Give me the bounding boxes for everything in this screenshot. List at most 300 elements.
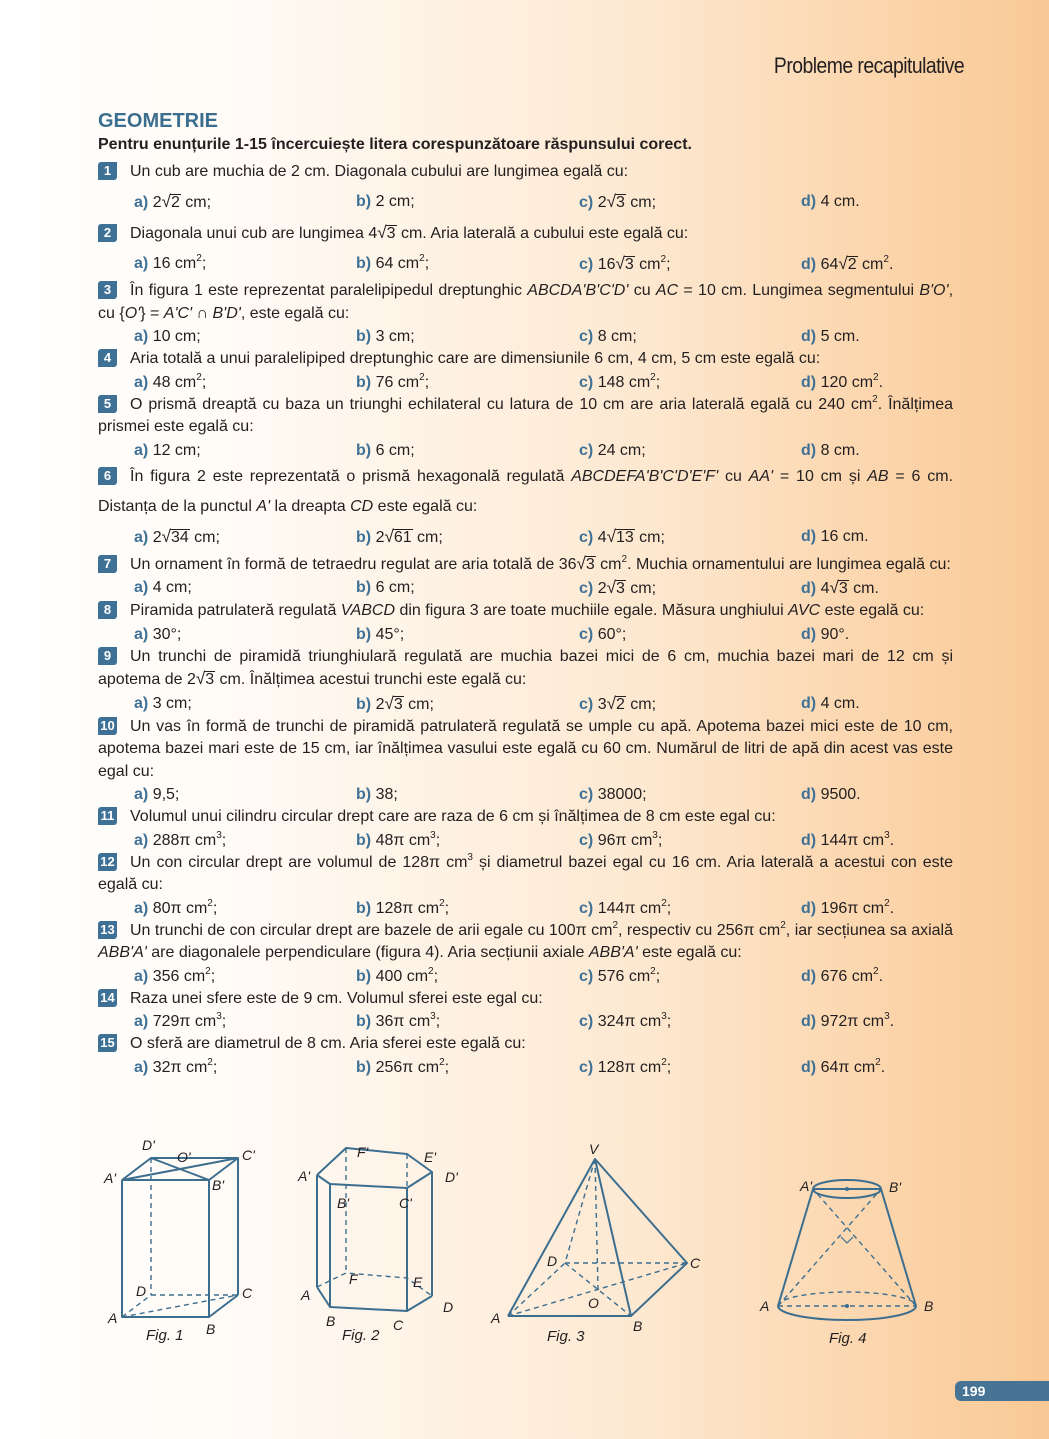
option-text: 356 $cm^2$; — [152, 965, 216, 985]
answer-option-a[interactable] — [134, 1010, 356, 1033]
option-text: 4√3 cm. — [820, 578, 879, 597]
radicand: 61 — [393, 528, 412, 546]
option-letter[interactable]: c) — [579, 695, 594, 713]
exponent: 3 — [652, 829, 658, 841]
option-letter[interactable]: a) — [134, 328, 149, 345]
option-letter[interactable]: a) — [134, 441, 149, 459]
answer-option-a[interactable] — [134, 692, 356, 716]
point-label: C' — [399, 1195, 412, 1211]
point-label: B' — [889, 1179, 902, 1195]
option-letter[interactable]: b) — [356, 528, 372, 546]
option-text: 38000; — [597, 786, 647, 803]
option-text: 24 cm; — [597, 441, 646, 459]
radicand: 3 — [624, 256, 634, 273]
option-letter[interactable]: a) — [134, 625, 149, 643]
point-label: A — [108, 1310, 118, 1326]
question-number-badge: 10 — [98, 717, 117, 735]
option-text: 12 cm; — [152, 441, 201, 459]
option-text: 3√2 cm; — [597, 693, 657, 713]
option-letter[interactable]: c) — [579, 328, 594, 345]
exponent: 2 — [661, 897, 667, 909]
option-letter[interactable]: b) — [356, 193, 372, 210]
exponent: 3 — [430, 829, 436, 841]
answer-options — [98, 692, 953, 716]
answer-option-d[interactable] — [801, 623, 849, 646]
option-text: 4 cm; — [152, 579, 192, 596]
option-text: 2√2 cm; — [152, 192, 212, 211]
point-label: D' — [445, 1169, 458, 1185]
answer-options — [98, 1010, 953, 1033]
exponent: 2 — [621, 553, 628, 565]
question-item — [98, 852, 953, 920]
option-letter[interactable]: c) — [579, 786, 594, 803]
answer-options — [98, 187, 953, 218]
option-text: 2√61 cm; — [375, 526, 443, 546]
section-title: GEOMETRIE — [98, 110, 219, 132]
answer-options — [98, 576, 953, 600]
answer-option-c[interactable] — [579, 439, 801, 462]
option-letter[interactable]: b) — [356, 255, 372, 272]
option-letter[interactable]: d) — [801, 694, 817, 712]
radicand: 3 — [585, 555, 595, 573]
radicand: 3 — [205, 671, 215, 688]
answer-option-b[interactable] — [356, 897, 579, 920]
answer-options — [98, 623, 953, 646]
point-label: D — [443, 1299, 454, 1315]
answer-option-c[interactable] — [579, 522, 801, 553]
option-letter[interactable]: a) — [134, 899, 149, 917]
question-number-badge: 8 — [98, 601, 117, 619]
question-text: 12 Un con circular drept are volumul de 128π $cm^3$ și diametrul bazei egal cu 16 cm. Aria laterală a acestui con este egală cu: — [98, 851, 954, 893]
answer-option-d[interactable] — [801, 1010, 894, 1033]
question-number-badge: 2 — [98, 224, 117, 242]
option-letter[interactable]: a) — [134, 373, 149, 391]
exponent: 2 — [428, 965, 434, 977]
option-letter[interactable]: b) — [356, 967, 372, 985]
answer-option-b[interactable] — [356, 522, 579, 553]
option-text: 32π $cm^2$; — [152, 1056, 218, 1076]
option-text: 48π $cm^3$; — [375, 829, 441, 849]
math-variable: B'O' — [919, 282, 949, 299]
option-text: 972π $cm^3$. — [820, 1011, 895, 1030]
option-text: 45°; — [375, 625, 405, 643]
option-letter[interactable]: d) — [801, 441, 817, 459]
option-text: 196π $cm^2$. — [820, 897, 895, 917]
answer-option-d[interactable] — [801, 829, 894, 852]
exponent: 2 — [872, 393, 878, 405]
answer-option-a[interactable] — [134, 439, 356, 462]
question-text: 1 Un cub are muchia de 2 cm. Diagonala cubului are lungimea egală cu: — [98, 157, 953, 187]
answer-option-d[interactable] — [801, 965, 883, 988]
option-letter[interactable]: c) — [579, 899, 594, 917]
option-text: 38; — [375, 786, 398, 803]
question-text: 7 Un ornament în formă de tetraedru regulat are aria totală de 36√3 $cm^2$. Muchia ornamentului are lungimea egală cu: — [98, 553, 953, 577]
instructions: Pentru enunțurile 1-15 încercuiește litera corespunzătoare răspunsului corect. — [98, 136, 692, 153]
answer-option-d[interactable] — [801, 692, 860, 716]
option-letter[interactable]: c) — [579, 1013, 594, 1030]
option-text: 324π $cm^3$; — [597, 1011, 672, 1030]
option-letter[interactable]: d) — [801, 527, 817, 545]
exponent: 2 — [207, 897, 213, 909]
option-text: 64π $cm^2$. — [820, 1056, 886, 1076]
option-letter[interactable]: d) — [801, 1013, 817, 1030]
question-number-badge: 15 — [98, 1034, 117, 1052]
option-letter[interactable]: a) — [134, 1058, 149, 1076]
answer-option-c[interactable] — [579, 187, 801, 218]
option-text: 96π $cm^3$; — [597, 829, 663, 849]
answer-option-a[interactable] — [134, 522, 356, 553]
answer-options — [98, 829, 953, 852]
option-letter[interactable]: b) — [356, 786, 372, 803]
option-text: 80π $cm^2$; — [152, 897, 218, 917]
math-variable: ABB'A' — [98, 944, 147, 961]
point-label: B — [326, 1313, 336, 1329]
option-text: 2√3 cm; — [597, 192, 657, 211]
question-text: 2 Diagonala unui cub are lungimea 4√3 cm. Aria laterală a cubului este egală cu: — [98, 218, 953, 249]
answer-option-a[interactable] — [134, 623, 356, 646]
problem-content — [98, 108, 953, 1079]
option-text: 10 cm; — [152, 328, 201, 345]
option-letter[interactable]: b) — [356, 373, 372, 391]
exponent: 2 — [650, 371, 656, 383]
math-variable: CD — [350, 497, 374, 515]
option-text: 5 cm. — [820, 328, 860, 345]
radical-sign: √ — [384, 693, 394, 713]
option-letter[interactable]: b) — [356, 441, 372, 459]
option-letter[interactable]: c) — [579, 1058, 594, 1076]
math-variable: O' — [124, 304, 141, 322]
option-text: 76 $cm^2$; — [375, 371, 430, 391]
point-label: B — [206, 1321, 216, 1337]
option-letter[interactable]: c) — [579, 580, 594, 597]
option-letter[interactable]: d) — [801, 328, 817, 345]
option-text: 4 cm. — [820, 694, 860, 712]
exponent: 2 — [439, 897, 445, 909]
option-letter[interactable]: b) — [356, 579, 372, 596]
math-variable: B'D' — [212, 304, 241, 322]
question-item — [98, 553, 953, 601]
point-label: B' — [212, 1177, 225, 1193]
answer-option-c[interactable] — [579, 783, 801, 806]
option-letter[interactable]: d) — [801, 967, 817, 985]
answer-option-a[interactable] — [134, 1056, 356, 1079]
question-number-badge: 14 — [98, 989, 117, 1007]
exponent: 3 — [884, 829, 890, 841]
question-text: 13 Un trunchi de con circular drept are bazele de arii egale cu 100π $cm^2$, respectiv cu 256π $cm^2$, iar secțiunea sa axială ABB'A' are diagonalele perpendiculare (figura 4). Aria secțiunii axiale ABB'A' este egală cu: — [98, 919, 954, 961]
radical-sign: √ — [838, 254, 848, 273]
option-text: 4 cm. — [820, 193, 860, 210]
option-text: 64√2 $cm^2$. — [820, 254, 894, 273]
question-item — [98, 1033, 953, 1079]
answer-option-a[interactable] — [134, 897, 356, 920]
answer-option-b[interactable] — [356, 783, 579, 806]
answer-option-b[interactable] — [356, 439, 579, 462]
answer-options — [98, 783, 953, 806]
exponent: 2 — [419, 371, 425, 383]
answer-option-b[interactable] — [356, 965, 579, 988]
radicand: 34 — [170, 528, 189, 546]
option-letter[interactable]: d) — [801, 580, 817, 597]
answer-options — [98, 522, 953, 553]
option-text: 48 $cm^2$; — [152, 371, 207, 391]
question-text: 8 Piramida patrulateră regulată VABCD din figura 3 are toate muchiile egale. Măsura unghiului AVC este egală cu: — [98, 600, 953, 623]
option-text: 144π $cm^2$; — [597, 897, 672, 917]
answer-option-b[interactable] — [356, 1056, 579, 1079]
answer-option-b[interactable] — [356, 829, 579, 852]
exponent: 3 — [661, 1011, 667, 1022]
option-letter[interactable]: c) — [579, 831, 594, 849]
radicand: 13 — [615, 528, 634, 546]
answer-option-d[interactable] — [801, 249, 893, 280]
answer-options — [98, 325, 953, 348]
question-text: 14 Raza unei sfere este de 9 cm. Volumul sferei este egal cu: — [98, 988, 953, 1011]
point-label: C — [242, 1285, 253, 1301]
radicand: 3 — [615, 580, 625, 597]
figure-caption: Fig. 3 — [547, 1328, 585, 1345]
point-label: E' — [424, 1149, 437, 1165]
answer-option-c[interactable] — [579, 692, 801, 716]
answer-option-a[interactable] — [134, 576, 356, 600]
answer-options — [98, 897, 953, 920]
answer-option-c[interactable] — [579, 897, 801, 920]
radical-sign: √ — [161, 526, 171, 546]
option-letter[interactable]: b) — [356, 831, 372, 849]
figure-caption: Fig. 1 — [146, 1327, 184, 1344]
answer-option-a[interactable] — [134, 829, 356, 852]
question-item — [98, 348, 953, 394]
radical-sign: √ — [161, 192, 171, 211]
option-text: 400 $cm^2$; — [375, 965, 439, 985]
answer-option-c[interactable] — [579, 965, 801, 988]
option-letter[interactable]: a) — [134, 194, 149, 211]
option-letter[interactable]: c) — [579, 625, 594, 643]
option-letter[interactable]: d) — [801, 625, 817, 643]
option-letter[interactable]: c) — [579, 373, 594, 391]
question-item — [98, 394, 953, 462]
point-label: A' — [298, 1168, 311, 1184]
question-number-badge: 6 — [98, 467, 117, 485]
math-variable: VABCD — [340, 602, 396, 619]
radicand: 2 — [615, 695, 625, 713]
option-letter[interactable]: a) — [134, 528, 149, 546]
exponent: 2 — [780, 919, 786, 931]
radicand: 3 — [838, 580, 848, 597]
math-variable: ABCDA'B'C'D' — [527, 282, 629, 299]
question-number-badge: 11 — [98, 807, 117, 825]
answer-option-a[interactable] — [134, 965, 356, 988]
radical-sign: √ — [606, 693, 616, 713]
option-letter[interactable]: a) — [134, 1013, 149, 1030]
question-item — [98, 157, 953, 218]
option-letter[interactable]: a) — [134, 694, 149, 712]
figure-caption: Fig. 4 — [829, 1330, 867, 1347]
option-letter[interactable]: a) — [134, 786, 149, 803]
answer-options — [98, 249, 953, 280]
option-text: 256π $cm^2$; — [375, 1056, 450, 1076]
question-text: 15 O sferă are diametrul de 8 cm. Aria sferei este egală cu: — [98, 1033, 953, 1056]
answer-option-a[interactable] — [134, 249, 356, 280]
option-letter[interactable]: d) — [801, 256, 817, 273]
option-letter[interactable]: b) — [356, 625, 372, 643]
radical-sign: √ — [606, 526, 616, 546]
answer-option-b[interactable] — [356, 623, 579, 646]
exponent: 2 — [883, 254, 889, 265]
option-text: 6 cm; — [375, 441, 415, 459]
point-label: F' — [357, 1144, 369, 1160]
point-label: O' — [177, 1149, 191, 1165]
answer-option-d[interactable] — [801, 1056, 885, 1079]
exponent: 3 — [216, 1011, 222, 1022]
exponent: 3 — [216, 829, 222, 841]
answer-option-c[interactable] — [579, 1010, 801, 1033]
option-text: 2√34 cm; — [152, 526, 220, 546]
exponent: 2 — [196, 371, 202, 383]
option-letter[interactable]: b) — [356, 695, 372, 713]
answer-option-c[interactable] — [579, 576, 801, 600]
answer-option-c[interactable] — [579, 325, 801, 348]
point-label: C — [393, 1317, 404, 1333]
option-letter[interactable]: c) — [579, 528, 594, 546]
answer-option-b[interactable] — [356, 249, 579, 280]
option-letter[interactable]: d) — [801, 1058, 817, 1076]
answer-option-b[interactable] — [356, 187, 579, 218]
point-label: A' — [800, 1178, 813, 1194]
figure-3-pyramid — [485, 1130, 715, 1360]
exponent: 3 — [467, 851, 473, 863]
question-item — [98, 280, 953, 348]
question-item — [98, 988, 953, 1034]
question-text: 6 În figura 2 este reprezentată o prismă hexagonală regulată ABCDEFA'B'C'D'E'F' cu AA' = 10 cm și AB = 6 cm. Distanța de la punctul A' la dreapta CD este egală cu: — [98, 467, 954, 515]
answer-option-d[interactable] — [801, 576, 879, 600]
radicand: 3 — [615, 194, 625, 211]
radicand: 2 — [847, 256, 857, 273]
exponent: 2 — [884, 897, 890, 909]
option-letter[interactable]: d) — [801, 899, 817, 917]
point-label: A' — [104, 1170, 117, 1186]
point-label: V — [589, 1141, 599, 1157]
option-letter[interactable]: a) — [134, 967, 149, 985]
option-letter[interactable]: b) — [356, 328, 372, 345]
answer-option-c[interactable] — [579, 829, 801, 852]
exponent: 2 — [439, 1056, 445, 1068]
point-label: E — [413, 1274, 423, 1290]
option-text: 3 cm; — [375, 328, 415, 345]
answer-option-c[interactable] — [579, 249, 801, 280]
question-item — [98, 920, 953, 988]
option-letter[interactable]: c) — [579, 441, 594, 459]
point-label: C' — [242, 1147, 255, 1163]
math-variable: AB — [867, 467, 889, 485]
answer-option-c[interactable] — [579, 623, 801, 646]
answer-option-b[interactable] — [356, 325, 579, 348]
question-text: 10 Un vas în formă de trunchi de piramidă patrulateră regulată se umple cu apă. Apotema bazei mici este de 10 cm, apotema bazei mari este de 15 cm, iar înălțimea vasului este egală cu 60 cm. Numărul de litri de apă din acest vas este egal cu: — [98, 717, 953, 780]
option-letter[interactable]: a) — [134, 831, 149, 849]
point-label: O — [588, 1295, 599, 1311]
answer-option-d[interactable] — [801, 783, 861, 806]
answer-option-c[interactable] — [579, 371, 801, 394]
answer-option-b[interactable] — [356, 692, 579, 716]
option-letter[interactable]: c) — [579, 194, 594, 211]
exponent: 2 — [661, 1056, 667, 1068]
exponent: 2 — [612, 919, 618, 931]
option-letter[interactable]: a) — [134, 255, 149, 272]
option-text: 36π $cm^3$; — [375, 1011, 441, 1030]
math-variable: A' — [256, 497, 271, 515]
math-variable: AC — [655, 282, 679, 299]
option-letter[interactable]: b) — [356, 1058, 372, 1076]
question-number-badge: 7 — [98, 555, 117, 573]
radical-sign: √ — [829, 578, 839, 597]
point-label: D — [547, 1253, 558, 1269]
answer-option-b[interactable] — [356, 576, 579, 600]
question-text: 4 Aria totală a unui paralelipiped dreptunghic care are dimensiunile 6 cm, 4 cm, 5 cm este egală cu: — [98, 348, 953, 371]
radical-sign: √ — [576, 553, 586, 573]
answer-option-a[interactable] — [134, 325, 356, 348]
answer-option-a[interactable] — [134, 371, 356, 394]
radicand: 3 — [393, 695, 403, 713]
point-label: D' — [142, 1137, 155, 1153]
page-number-badge: 199 — [955, 1381, 1049, 1401]
answer-option-d[interactable] — [801, 897, 894, 920]
option-text: 144π $cm^3$. — [820, 829, 895, 849]
answer-options — [98, 965, 953, 988]
option-letter[interactable]: d) — [801, 193, 817, 210]
radical-sign: √ — [606, 192, 616, 211]
option-letter[interactable]: d) — [801, 373, 817, 391]
math-variable: A'C' — [163, 304, 193, 322]
option-text: 16 $cm^2$; — [152, 253, 207, 272]
option-letter[interactable]: b) — [356, 1013, 372, 1030]
answer-option-a[interactable] — [134, 187, 356, 218]
option-text: 4√13 cm; — [597, 526, 665, 546]
option-letter[interactable]: d) — [801, 831, 817, 849]
answer-option-b[interactable] — [356, 371, 579, 394]
question-number-badge: 9 — [98, 647, 117, 665]
question-text: 3 În figura 1 este reprezentat paralelipipedul dreptunghic ABCDA'B'C'D' cu AC = 10 cm. Lungimea segmentului B'O', cu {O'} = A'C' ∩ B'D', este egală cu: — [98, 282, 954, 322]
option-text: 729π $cm^3$; — [152, 1011, 227, 1030]
answer-option-d[interactable] — [801, 439, 860, 462]
answer-option-c[interactable] — [579, 1056, 801, 1079]
option-letter[interactable]: c) — [579, 256, 594, 273]
answer-option-d[interactable] — [801, 522, 869, 553]
option-letter[interactable]: b) — [356, 899, 372, 917]
question-number-badge: 13 — [98, 921, 117, 939]
exponent: 2 — [196, 253, 202, 264]
option-text: 576 $cm^2$; — [597, 965, 661, 985]
option-text: 16√3 $cm^2$; — [597, 254, 671, 273]
answer-option-d[interactable] — [801, 187, 860, 218]
exponent: 2 — [650, 965, 656, 977]
answer-option-a[interactable] — [134, 783, 356, 806]
question-text: 11 Volumul unui cilindru circular drept care are raza de 6 cm și înălțimea de 8 cm este egal cu: — [98, 806, 953, 829]
answer-option-b[interactable] — [356, 1010, 579, 1033]
option-text: 148 $cm^2$; — [597, 371, 661, 391]
option-text: 2√3 cm; — [597, 578, 657, 597]
point-label: B' — [337, 1195, 350, 1211]
radical-sign: √ — [377, 223, 387, 242]
answer-option-d[interactable] — [801, 325, 860, 348]
option-letter[interactable]: a) — [134, 579, 149, 596]
option-text: 8 cm; — [597, 328, 637, 345]
exponent: 2 — [419, 253, 425, 264]
option-letter[interactable]: c) — [579, 967, 594, 985]
radical-sign: √ — [606, 578, 616, 597]
math-variable: ABCDEFA'B'C'D'E'F' — [571, 467, 719, 485]
option-letter[interactable]: d) — [801, 786, 817, 803]
answer-option-d[interactable] — [801, 371, 883, 394]
question-item — [98, 462, 953, 553]
point-label: F — [349, 1271, 358, 1287]
